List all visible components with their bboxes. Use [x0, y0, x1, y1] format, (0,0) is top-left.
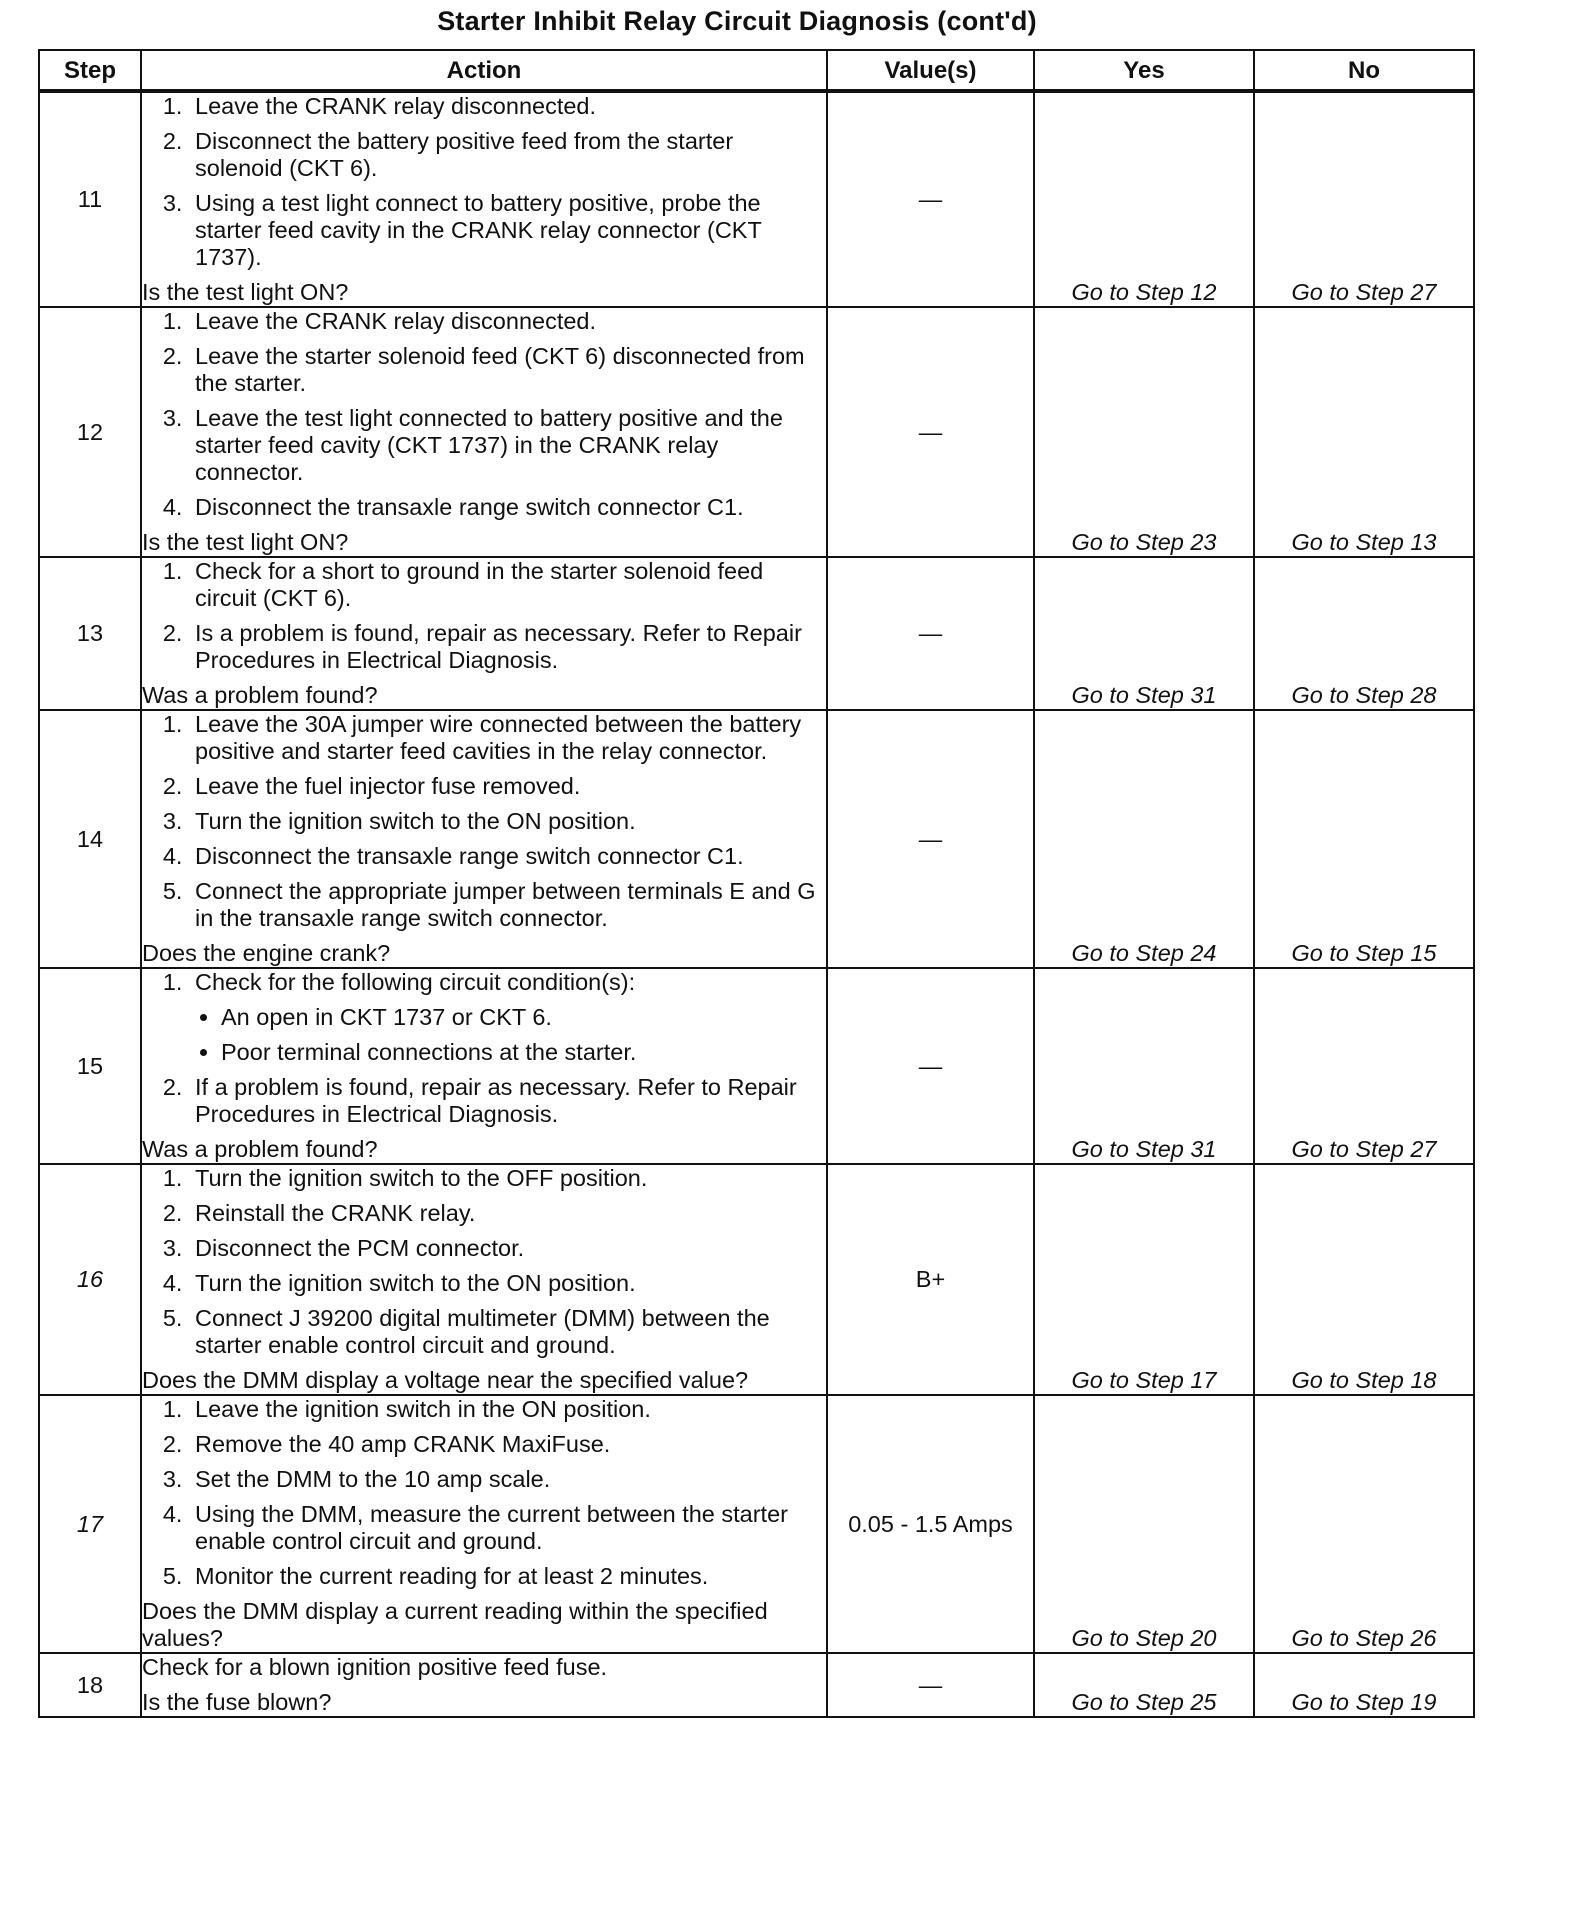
header-step: Step	[39, 50, 141, 91]
action-list	[142, 1165, 826, 1359]
value-cell: 0.05 - 1.5 Amps	[827, 1395, 1034, 1653]
action-cell	[141, 91, 827, 307]
action-item: 1. Leave the ignition switch in the ON position.	[189, 1396, 826, 1423]
step-number: 17	[39, 1395, 141, 1653]
question: Is the test light ON?	[142, 529, 349, 555]
action-item: 4. Disconnect the transaxle range switch connector C1.	[189, 843, 826, 870]
action-item: 3. Disconnect the PCM connector.	[189, 1235, 826, 1262]
question: Does the DMM display a voltage near the specified value?	[142, 1367, 749, 1393]
value-cell: —	[827, 968, 1034, 1164]
action-list	[142, 711, 826, 932]
table-row-step-13	[39, 557, 1474, 710]
step-number: 13	[39, 557, 141, 710]
yes-cell: Go to Step 31	[1034, 968, 1254, 1164]
question: Is the test light ON?	[142, 279, 349, 305]
action-item: 2. Disconnect the battery positive feed from the starter solenoid (CKT 6).	[189, 128, 826, 182]
no-cell: Go to Step 13	[1254, 307, 1474, 557]
action-item-text: Check for the following circuit condition(s):	[195, 969, 636, 995]
yes-cell: Go to Step 25	[1034, 1653, 1254, 1717]
no-cell: Go to Step 27	[1254, 91, 1474, 307]
question: Does the engine crank?	[142, 940, 391, 966]
step-number: 16	[39, 1164, 141, 1395]
action-item: 2. Leave the starter solenoid feed (CKT 6) disconnected from the starter.	[189, 343, 826, 397]
action-item: 1. Leave the CRANK relay disconnected.	[189, 308, 826, 335]
value-cell: —	[827, 91, 1034, 307]
action-list	[142, 93, 826, 271]
value-cell: —	[827, 557, 1034, 710]
yes-cell: Go to Step 20	[1034, 1395, 1254, 1653]
yes-cell: Go to Step 23	[1034, 307, 1254, 557]
value-cell: —	[827, 307, 1034, 557]
yes-cell: Go to Step 17	[1034, 1164, 1254, 1395]
value-cell: —	[827, 710, 1034, 968]
action-cell	[141, 1395, 827, 1653]
no-cell: Go to Step 18	[1254, 1164, 1474, 1395]
diagnosis-table	[38, 49, 1475, 1718]
table-row-step-18	[39, 1653, 1474, 1717]
action-item: 1. Check for a short to ground in the starter solenoid feed circuit (CKT 6).	[189, 558, 826, 612]
action-item: 4. Turn the ignition switch to the ON position.	[189, 1270, 826, 1297]
header-yes: Yes	[1034, 50, 1254, 91]
table-row-step-11	[39, 91, 1474, 307]
step-number: 15	[39, 968, 141, 1164]
action-item: 2. Reinstall the CRANK relay.	[189, 1200, 826, 1227]
action-list	[142, 308, 826, 521]
action-item: 5. Monitor the current reading for at least 2 minutes.	[189, 1563, 826, 1590]
action-cell	[141, 557, 827, 710]
action-item: 3. Leave the test light connected to battery positive and the starter feed cavity (CKT 1737) in the CRANK relay connector.	[189, 405, 826, 486]
action-item: 5. Connect the appropriate jumper between terminals E and G in the transaxle range switch connector.	[189, 878, 826, 932]
header-no: No	[1254, 50, 1474, 91]
step-number: 14	[39, 710, 141, 968]
action-item: 4. Disconnect the transaxle range switch connector C1.	[189, 494, 826, 521]
question: Is the fuse blown?	[142, 1689, 332, 1715]
page-title: Starter Inhibit Relay Circuit Diagnosis (cont'd)	[437, 6, 1037, 36]
question: Does the DMM display a current reading within the specified values?	[142, 1598, 768, 1651]
action-cell	[141, 1164, 827, 1395]
no-cell: Go to Step 19	[1254, 1653, 1474, 1717]
action-item: 1. Turn the ignition switch to the OFF position.	[189, 1165, 826, 1192]
action-list	[142, 969, 826, 1128]
action-cell	[141, 1653, 827, 1717]
value-cell: —	[827, 1653, 1034, 1717]
table-row-step-14	[39, 710, 1474, 968]
condition-item: • An open in CKT 1737 or CKT 6.	[221, 1004, 826, 1031]
step-number: 11	[39, 91, 141, 307]
table-row-step-15	[39, 968, 1474, 1164]
question: Was a problem found?	[142, 1136, 378, 1162]
yes-cell: Go to Step 24	[1034, 710, 1254, 968]
action-item: 1. Leave the 30A jumper wire connected between the battery positive and starter feed cavities in the relay connector.	[189, 711, 826, 765]
action-item: 2. If a problem is found, repair as necessary. Refer to Repair Procedures in Electrical Diagnosis.	[189, 1074, 826, 1128]
step-number: 18	[39, 1653, 141, 1717]
yes-cell: Go to Step 12	[1034, 91, 1254, 307]
action-list	[142, 558, 826, 674]
step-number: 12	[39, 307, 141, 557]
condition-list	[195, 1004, 826, 1066]
action-item: 5. Connect J 39200 digital multimeter (DMM) between the starter enable control circuit and ground.	[189, 1305, 826, 1359]
yes-cell: Go to Step 31	[1034, 557, 1254, 710]
question: Was a problem found?	[142, 682, 378, 708]
action-item	[189, 969, 826, 1066]
action-item: 3. Turn the ignition switch to the ON position.	[189, 808, 826, 835]
value-cell: B+	[827, 1164, 1034, 1395]
header-action: Action	[141, 50, 827, 91]
action-item: 2. Leave the fuel injector fuse removed.	[189, 773, 826, 800]
action-item: 4. Using the DMM, measure the current between the starter enable control circuit and ground.	[189, 1501, 826, 1555]
no-cell: Go to Step 27	[1254, 968, 1474, 1164]
action-list	[142, 1396, 826, 1590]
action-item: 3. Set the DMM to the 10 amp scale.	[189, 1466, 826, 1493]
action-cell	[141, 968, 827, 1164]
no-cell: Go to Step 28	[1254, 557, 1474, 710]
action-item: 1. Leave the CRANK relay disconnected.	[189, 93, 826, 120]
header-value: Value(s)	[827, 50, 1034, 91]
action-text: Check for a blown ignition positive feed fuse.	[142, 1654, 608, 1680]
action-item: 2. Remove the 40 amp CRANK MaxiFuse.	[189, 1431, 826, 1458]
action-item: 3. Using a test light connect to battery positive, probe the starter feed cavity in the CRANK relay connector (CKT 1737).	[189, 190, 826, 271]
no-cell: Go to Step 15	[1254, 710, 1474, 968]
action-item: 2. Is a problem is found, repair as necessary. Refer to Repair Procedures in Electrical Diagnosis.	[189, 620, 826, 674]
no-cell: Go to Step 26	[1254, 1395, 1474, 1653]
header-row	[39, 50, 1474, 91]
condition-item: • Poor terminal connections at the starter.	[221, 1039, 826, 1066]
action-cell	[141, 307, 827, 557]
action-cell	[141, 710, 827, 968]
table-row-step-17	[39, 1395, 1474, 1653]
table-row-step-12	[39, 307, 1474, 557]
table-row-step-16	[39, 1164, 1474, 1395]
